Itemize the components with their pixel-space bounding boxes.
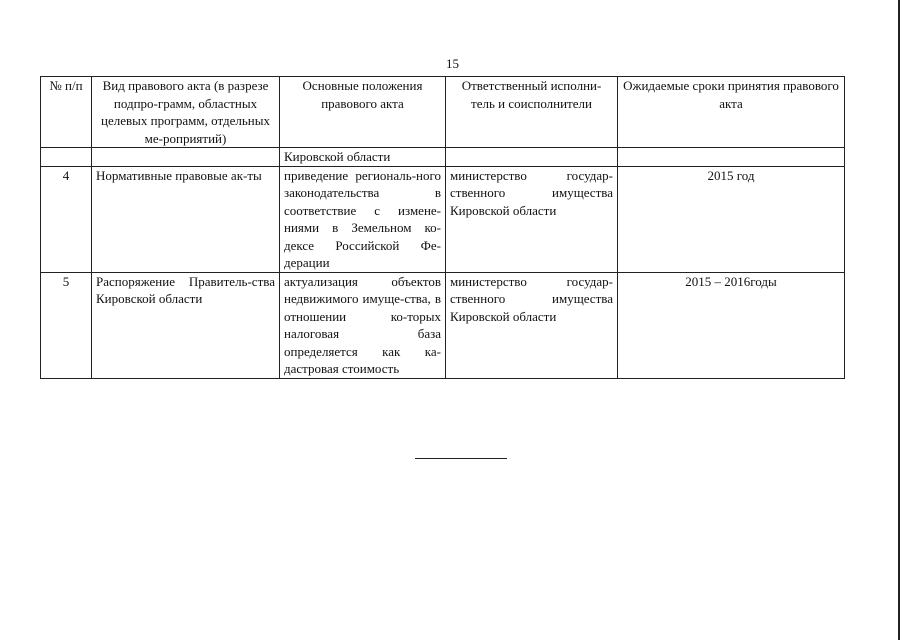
table-header-row	[41, 77, 845, 148]
cell-provisions: актуализация объектов недвижимого имуще-ства, в отношении ко-торых налоговая база определяется как ка-дастровая стоимость	[280, 272, 446, 378]
cell-number: 5	[41, 272, 92, 378]
header-responsible: Ответственный исполни-тель и соисполнители	[446, 77, 618, 148]
cell-act-type	[92, 148, 280, 167]
table-row-continuation	[41, 148, 845, 167]
header-provisions: Основные положения правового акта	[280, 77, 446, 148]
cell-act-type: Распоряжение Правитель-ства Кировской области	[92, 272, 280, 378]
header-deadline: Ожидаемые сроки принятия правового акта	[618, 77, 845, 148]
page-number: 15	[446, 56, 459, 71]
cell-number	[41, 148, 92, 167]
header-act-type: Вид правового акта (в разрезе подпро-грамм, областных целевых программ, отдельных ме-роприятий)	[92, 77, 280, 148]
cell-provisions: приведение региональ-ного законодательства в соответствие с измене-ниями в Земельном ко-дексе Российской Фе-дерации	[280, 166, 446, 272]
cell-number: 4	[41, 166, 92, 272]
cell-responsible	[446, 148, 618, 167]
header-number: № п/п	[41, 77, 92, 148]
table-row	[41, 272, 845, 378]
cell-deadline: 2015 – 2016годы	[618, 272, 845, 378]
table-row	[41, 166, 845, 272]
cell-deadline	[618, 148, 845, 167]
document-end-line	[415, 458, 507, 459]
page-edge-border	[898, 0, 900, 640]
cell-responsible: министерство государ-ственного имущества Кировской области	[446, 166, 618, 272]
cell-responsible: министерство государ-ственного имущества Кировской области	[446, 272, 618, 378]
cell-act-type: Нормативные правовые ак-ты	[92, 166, 280, 272]
cell-deadline: 2015 год	[618, 166, 845, 272]
cell-provisions: Кировской области	[280, 148, 446, 167]
legal-acts-table	[40, 76, 845, 379]
